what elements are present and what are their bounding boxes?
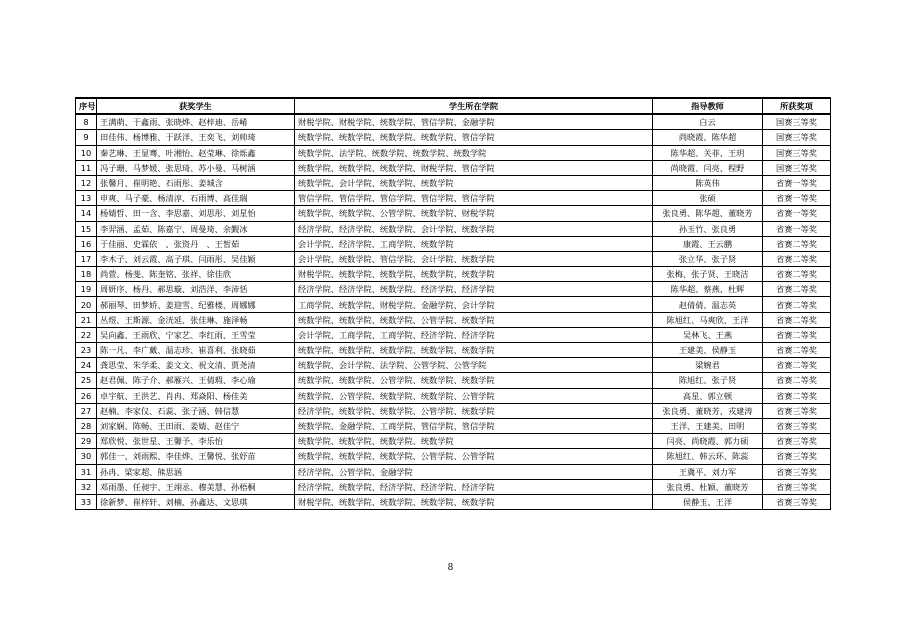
table-header-row: [76, 98, 831, 114]
row-teachers: 陈华超、蔡燕、杜辉: [653, 282, 763, 297]
row-number: 31: [76, 464, 97, 479]
row-award: 省赛二等奖: [763, 236, 831, 251]
row-colleges: 统数学院、统数学院、公管学院、统数学院、财税学院: [295, 206, 653, 221]
row-teachers: 陈旭红、张子贤: [653, 373, 763, 388]
row-students: 刘家娴、陈畅、王田雨、姜婧、赵佳宁: [97, 418, 295, 433]
row-teachers: 白云: [653, 114, 763, 130]
header-number: 序号: [76, 98, 97, 114]
table-row: [76, 403, 831, 418]
row-colleges: 统数学院、统数学院、统数学院、统数学院、管信学院: [295, 130, 653, 145]
row-teachers: 高星、郭立顿: [653, 388, 763, 403]
table-row: [76, 358, 831, 373]
row-number: 29: [76, 434, 97, 449]
row-teachers: 康霞、王云鹏: [653, 236, 763, 251]
row-number: 11: [76, 160, 97, 175]
row-colleges: 会计学院、统数学院、管信学院、会计学院、统数学院: [295, 251, 653, 266]
row-colleges: 统数学院、统数学院、公管学院、统数学院、统数学院: [295, 373, 653, 388]
row-students: 赵君佩、陈子介、郝雁兴、王倩瑕、李心瑜: [97, 373, 295, 388]
row-teachers: 王冀平、刘力军: [653, 464, 763, 479]
row-colleges: 统数学院、统数学院、统数学院、统数学院: [295, 434, 653, 449]
table-row: [76, 206, 831, 221]
row-number: 8: [76, 114, 97, 130]
row-colleges: 会计学院、经济学院、工商学院、统数学院: [295, 236, 653, 251]
table-row: [76, 221, 831, 236]
row-award: 省赛二等奖: [763, 358, 831, 373]
row-award: 省赛三等奖: [763, 464, 831, 479]
table-row: [76, 191, 831, 206]
row-teachers: 孙玉竹、张良勇: [653, 221, 763, 236]
row-teachers: 王建美、侯静玉: [653, 343, 763, 358]
row-teachers: 闫亮、尚晓霞、郭力硕: [653, 434, 763, 449]
table-row: [76, 327, 831, 342]
row-number: 14: [76, 206, 97, 221]
row-students: 杨婧哲、田一含、李思嘉、刘思彤、刘星怡: [97, 206, 295, 221]
row-award: 省赛一等奖: [763, 175, 831, 190]
row-students: 郑欣悦、张世星、王馨予、李乐怡: [97, 434, 295, 449]
row-award: 省赛二等奖: [763, 373, 831, 388]
row-teachers: 张良勇、杜颖、董晓芳: [653, 479, 763, 494]
row-award: 省赛三等奖: [763, 494, 831, 509]
row-students: 尚萱、杨斐、陈奎铭、张祥、徐佳欣: [97, 267, 295, 282]
row-colleges: 财税学院、财税学院、统数学院、管信学院、金融学院: [295, 114, 653, 130]
row-students: 李木子、刘云霞、高子琪、闫雨彤、吴佳颖: [97, 251, 295, 266]
table-row: [76, 267, 831, 282]
row-teachers: 吴林飞、王燕: [653, 327, 763, 342]
row-colleges: 管信学院、管信学院、管信学院、管信学院、管信学院: [295, 191, 653, 206]
row-students: 赵楠、李家仪、石蕊、张子涵、韩信慧: [97, 403, 295, 418]
row-number: 32: [76, 479, 97, 494]
row-number: 30: [76, 449, 97, 464]
table-row: [76, 312, 831, 327]
row-number: 13: [76, 191, 97, 206]
row-award: 省赛二等奖: [763, 388, 831, 403]
row-teachers: 尚晓霞、陈华超: [653, 130, 763, 145]
row-number: 23: [76, 343, 97, 358]
row-teachers: 张梅、张子贤、王晓洁: [653, 267, 763, 282]
row-teachers: 陈华超、关菲、王玥: [653, 145, 763, 160]
table-row: [76, 449, 831, 464]
row-number: 18: [76, 267, 97, 282]
row-colleges: 统数学院、会计学院、统数学院、统数学院: [295, 175, 653, 190]
row-teachers: 梁婉君: [653, 358, 763, 373]
row-number: 9: [76, 130, 97, 145]
table-row: [76, 373, 831, 388]
table-row: [76, 388, 831, 403]
row-colleges: 统数学院、金融学院、工商学院、管信学院、管信学院: [295, 418, 653, 433]
row-award: 省赛三等奖: [763, 403, 831, 418]
row-students: 冯子珊、马梦媛、张思琦、苏小曼、马树涵: [97, 160, 295, 175]
row-colleges: 会计学院、工商学院、工商学院、经济学院、经济学院: [295, 327, 653, 342]
awards-table: [75, 97, 831, 510]
row-students: 田佳伟、杨博雅、于跃洋、王奕飞、刘帅琦: [97, 130, 295, 145]
row-colleges: 统数学院、会计学院、法学院、公管学院、公管学院: [295, 358, 653, 373]
table-row: [76, 160, 831, 175]
table-row: [76, 282, 831, 297]
row-students: 龚思莹、朱学柔、姜文文、祝文清、贾尧清: [97, 358, 295, 373]
header-students: 获奖学生: [97, 98, 295, 114]
row-award: 省赛二等奖: [763, 327, 831, 342]
row-colleges: 经济学院、统数学院、统数学院、公管学院、统数学院: [295, 403, 653, 418]
table-row: [76, 494, 831, 509]
row-number: 25: [76, 373, 97, 388]
row-teachers: 陈旭红、马爽欣、王洋: [653, 312, 763, 327]
row-award: 省赛一等奖: [763, 206, 831, 221]
row-students: 张馨月、崔明艳、石雨彤、姜城含: [97, 175, 295, 190]
page-number: 8: [447, 563, 454, 573]
row-number: 20: [76, 297, 97, 312]
row-students: 陈一凡、李广戴、温志珍、崔喜利、张晓茹: [97, 343, 295, 358]
row-colleges: 统数学院、统数学院、统数学院、公管学院、公管学院: [295, 449, 653, 464]
row-colleges: 统数学院、统数学院、统数学院、财税学院、管信学院: [295, 160, 653, 175]
header-award: 所获奖项: [763, 98, 831, 114]
row-award: 省赛三等奖: [763, 479, 831, 494]
row-students: 于佳丽、史霖依 、张资丹 、王皙茹: [97, 236, 295, 251]
table-row: [76, 251, 831, 266]
row-teachers: 张良勇、董晓芳、戎建涛: [653, 403, 763, 418]
row-award: 省赛二等奖: [763, 343, 831, 358]
row-colleges: 统数学院、统数学院、统数学院、公管学院、统数学院: [295, 312, 653, 327]
table-row: [76, 175, 831, 190]
row-colleges: 统数学院、统数学院、统数学院、统数学院、统数学院: [295, 343, 653, 358]
row-number: 21: [76, 312, 97, 327]
row-students: 秦艺琳、王显骞、叶湘怡、赵莹琳、徐烁鑫: [97, 145, 295, 160]
row-students: 周妍序、杨丹、郝思璇、刘浩洋、李沛恬: [97, 282, 295, 297]
row-number: 28: [76, 418, 97, 433]
row-award: 省赛二等奖: [763, 297, 831, 312]
row-award: 省赛二等奖: [763, 267, 831, 282]
header-teachers: 指导教师: [653, 98, 763, 114]
table-row: [76, 130, 831, 145]
table-body: [76, 114, 831, 509]
row-colleges: 经济学院、统数学院、经济学院、经济学院、经济学院: [295, 479, 653, 494]
row-award: 国赛三等奖: [763, 114, 831, 130]
row-number: 27: [76, 403, 97, 418]
table-row: [76, 297, 831, 312]
row-number: 26: [76, 388, 97, 403]
row-teachers: 王洋、王建美、田明: [653, 418, 763, 433]
row-award: 国赛三等奖: [763, 130, 831, 145]
row-award: 省赛一等奖: [763, 221, 831, 236]
row-teachers: 张硕: [653, 191, 763, 206]
row-teachers: 侯静玉、王洋: [653, 494, 763, 509]
row-award: 省赛三等奖: [763, 449, 831, 464]
row-colleges: 经济学院、经济学院、统数学院、经济学院、经济学院: [295, 282, 653, 297]
row-award: 省赛二等奖: [763, 251, 831, 266]
row-award: 国赛三等奖: [763, 160, 831, 175]
row-colleges: 统数学院、公管学院、统数学院、统数学院、公管学院: [295, 388, 653, 403]
row-award: 省赛二等奖: [763, 312, 831, 327]
row-teachers: 赵倩倩、温志英: [653, 297, 763, 312]
row-students: 卓宇航、王洪艺、肖冉、郑焱阳、杨佳美: [97, 388, 295, 403]
row-award: 省赛一等奖: [763, 191, 831, 206]
row-students: 孙冉、梁家超、熊思涵: [97, 464, 295, 479]
row-number: 22: [76, 327, 97, 342]
table-row: [76, 114, 831, 130]
row-students: 郝丽琴、田梦娇、姜迎雪、纪雅楼、周娜娜: [97, 297, 295, 312]
row-students: 丛煜、王斯源、金洸延、张佳琳、施泽畅: [97, 312, 295, 327]
table-row: [76, 343, 831, 358]
row-number: 33: [76, 494, 97, 509]
table-row: [76, 236, 831, 251]
row-colleges: 财税学院、统数学院、统数学院、统数学院、统数学院: [295, 494, 653, 509]
row-number: 12: [76, 175, 97, 190]
row-award: 省赛二等奖: [763, 282, 831, 297]
header-colleges: 学生所在学院: [295, 98, 653, 114]
row-number: 17: [76, 251, 97, 266]
row-award: 省赛三等奖: [763, 434, 831, 449]
row-award: 国赛三等奖: [763, 145, 831, 160]
row-students: 王满萌、于鑫雨、张晓烨、赵梓迪、岳崤: [97, 114, 295, 130]
row-students: 申爽、马子豪、杨清淳、石雨博、高佳瑞: [97, 191, 295, 206]
row-colleges: 财税学院、统数学院、统数学院、统数学院、统数学院: [295, 267, 653, 282]
row-colleges: 经济学院、公管学院、金融学院: [295, 464, 653, 479]
row-teachers: 尚晓霞、闫亮、程野: [653, 160, 763, 175]
table-row: [76, 434, 831, 449]
row-students: 郭佳一、刘雨熙、李佳烨、王馨悦、张妤苗: [97, 449, 295, 464]
row-teachers: 陈英伟: [653, 175, 763, 190]
row-number: 24: [76, 358, 97, 373]
row-number: 16: [76, 236, 97, 251]
row-colleges: 统数学院、法学院、统数学院、统数学院、统数学院: [295, 145, 653, 160]
row-teachers: 张良勇、陈华超、董晓芳: [653, 206, 763, 221]
table-row: [76, 145, 831, 160]
row-number: 19: [76, 282, 97, 297]
table-row: [76, 464, 831, 479]
row-students: 李羿涵、孟茹、陈嘉宁、周曼琦、余觐冰: [97, 221, 295, 236]
row-award: 省赛三等奖: [763, 418, 831, 433]
row-students: 徐新梦、崔梓轩、刘楠、孙鑫达、文思琪: [97, 494, 295, 509]
row-number: 10: [76, 145, 97, 160]
table-row: [76, 418, 831, 433]
table-row: [76, 479, 831, 494]
row-colleges: 工商学院、统数学院、财税学院、金融学院、会计学院: [295, 297, 653, 312]
row-teachers: 陈旭红、韩云环、陈蕊: [653, 449, 763, 464]
row-students: 邓雨墨、任昶宇、王翊丞、穆美慧、孙梧桐: [97, 479, 295, 494]
row-number: 15: [76, 221, 97, 236]
row-students: 吴向鑫、王雨欣、宁家艺、李红雨、王雪莹: [97, 327, 295, 342]
row-colleges: 经济学院、经济学院、统数学院、会计学院、统数学院: [295, 221, 653, 236]
row-teachers: 张立华、张子贤: [653, 251, 763, 266]
